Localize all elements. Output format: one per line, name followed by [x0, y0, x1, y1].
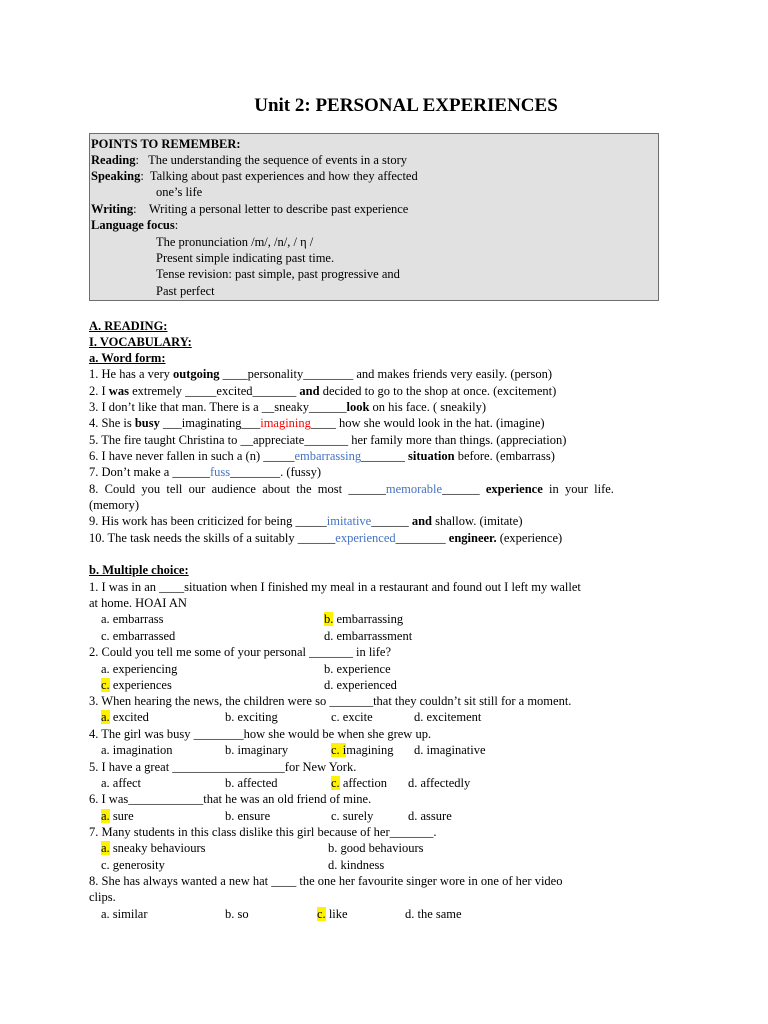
points-language-focus: Language focus: [91, 218, 179, 232]
section-multiple-choice: b. Multiple choice: [89, 563, 189, 577]
mc-q8-option-c: c. like [317, 907, 348, 921]
points-heading: POINTS TO REMEMBER: [91, 137, 241, 151]
mc-q5-option-c: c. affection [331, 776, 388, 790]
mc-q8-option-a: a. similar [101, 907, 148, 921]
mc-q3: 3. When hearing the news, the children were so _______that they couldn’t sit still for a moment. [89, 694, 572, 708]
mc-q5-option-a: a. affect [101, 776, 142, 790]
page-title: Unit 2: PERSONAL EXPERIENCES [254, 95, 558, 116]
mc-q7: 7. Many students in this class dislike this girl because of her_______. [89, 825, 437, 839]
mc-q4-option-a: a. imagination [101, 743, 173, 757]
mc-q6-option-c: c. surely [331, 809, 374, 823]
word-form-q1: 1. He has a very outgoing ____personality________ and makes friends very easily. (person) [89, 367, 552, 381]
mc-q1-option-b: b. embarrassing [324, 612, 404, 626]
mc-q1-option-d: d. embarrassment [324, 629, 413, 643]
mc-q7-option-a: a. sneaky behaviours [101, 841, 206, 855]
mc-q6-option-a: a. sure [101, 809, 134, 823]
mc-q5: 5. I have a great __________________for New York. [89, 760, 357, 774]
mc-q1-cont: at home. HOAI AN [89, 596, 187, 610]
mc-q3-option-b: b. exciting [225, 710, 278, 724]
points-reading: Reading: The understanding the sequence of events in a story [91, 153, 408, 167]
mc-q3-option-c: c. excite [331, 710, 373, 724]
mc-q2-option-b: b. experience [324, 662, 391, 676]
mc-q6-option-d: d. assure [408, 809, 452, 823]
points-lf-4: Past perfect [156, 284, 215, 298]
word-form-q6: 6. I have never fallen in such a (n) _____embarrassing_______ situation before. (embarrass) [89, 449, 555, 463]
mc-q3-option-a: a. excited [101, 710, 149, 724]
word-form-q4: 4. She is busy ___imaginating___imagining____ how she would look in the hat. (imagine) [89, 416, 545, 430]
mc-q1-option-a: a. embarrass [101, 612, 164, 626]
mc-q4-option-c: c. imagining [331, 743, 394, 757]
mc-q7-option-c: c. generosity [101, 858, 165, 872]
mc-q2: 2. Could you tell me some of your personal _______ in life? [89, 645, 392, 659]
points-speaking-cont: one’s life [156, 185, 203, 199]
points-speaking: Speaking: Talking about past experiences and how they affected [91, 169, 418, 183]
word-form-q3: 3. I don’t like that man. There is a __sneaky______look on his face. ( sneakily) [89, 400, 487, 414]
section-word-form: a. Word form: [89, 351, 166, 365]
points-lf-1: The pronunciation /m/, /n/, / η / [156, 235, 314, 249]
word-form-q8-cont: (memory) [89, 498, 139, 512]
points-writing: Writing: Writing a personal letter to describe past experience [91, 202, 409, 216]
mc-q6-option-b: b. ensure [225, 809, 271, 823]
mc-q4-option-d: d. imaginative [414, 743, 486, 757]
mc-q8-option-d: d. the same [405, 907, 462, 921]
word-form-q10: 10. The task needs the skills of a suitably ______experienced________ engineer. (experience) [89, 531, 563, 545]
mc-q8: 8. She has always wanted a new hat ____ the one her favourite singer wore in one of her video [89, 874, 563, 888]
mc-q2-option-c: c. experiences [101, 678, 172, 692]
mc-q1: 1. I was in an ____situation when I finished my meal in a restaurant and found out I left my wallet [89, 580, 581, 594]
mc-q5-option-d: d. affectedly [408, 776, 471, 790]
word-form-q7: 7. Don’t make a ______fuss________. (fussy) [89, 465, 322, 479]
mc-q7-option-d: d. kindness [328, 858, 385, 872]
mc-q2-option-d: d. experienced [324, 678, 397, 692]
mc-q6: 6. I was____________that he was an old friend of mine. [89, 792, 372, 806]
section-reading: A. READING: [89, 319, 168, 333]
mc-q4: 4. The girl was busy ________how she would be when she grew up. [89, 727, 432, 741]
mc-q5-option-b: b. affected [225, 776, 278, 790]
mc-q8-option-b: b. so [225, 907, 249, 921]
points-lf-2: Present simple indicating past time. [156, 251, 335, 265]
word-form-q5: 5. The fire taught Christina to __appreciate_______ her family more than things. (appreciation) [89, 433, 567, 447]
mc-q3-option-d: d. excitement [414, 710, 482, 724]
mc-q8-cont: clips. [89, 890, 116, 904]
word-form-q2: 2. I was extremely _____excited_______ and decided to go to the shop at once. (excitement) [89, 384, 557, 398]
mc-q1-option-c: c. embarrassed [101, 629, 176, 643]
word-form-q8: 8. Could you tell our audience about the most ______memorable______ experience in your life. [89, 482, 614, 496]
mc-q4-option-b: b. imaginary [225, 743, 289, 757]
mc-q2-option-a: a. experiencing [101, 662, 178, 676]
mc-q7-option-b: b. good behaviours [328, 841, 424, 855]
section-vocabulary: I. VOCABULARY: [89, 335, 192, 349]
points-lf-3: Tense revision: past simple, past progressive and [156, 267, 400, 281]
word-form-q9: 9. His work has been criticized for being _____imitative______ and shallow. (imitate) [89, 514, 523, 528]
